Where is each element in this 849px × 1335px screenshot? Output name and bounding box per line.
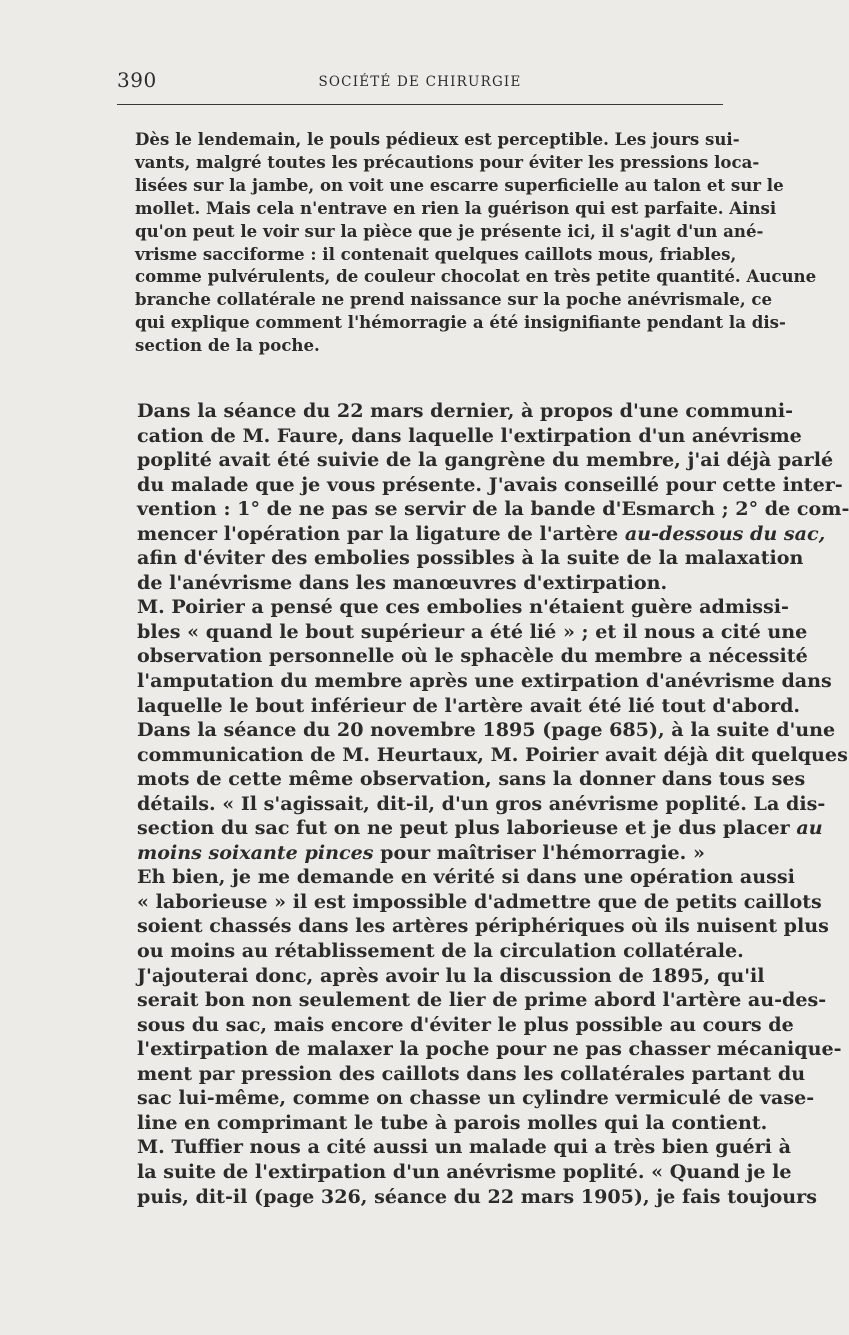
text-line: vrisme sacciforme : il contenait quelques caillots mous, friables, xyxy=(135,243,737,264)
text-line: du malade que je vous présente. J'avais conseillé pour cette inter- xyxy=(137,472,843,496)
text-line: puis, dit-il (page 326, séance du 22 mars 1905), je fais toujours xyxy=(137,1184,817,1208)
text-line: communication de M. Heurtaux, M. Poirier avait déjà dit quelques xyxy=(137,742,848,766)
text-line: ment par pression des caillots dans les collatérales partant du xyxy=(137,1061,806,1085)
text-line: Dans la séance du 22 mars dernier, à propos d'une communi- xyxy=(137,399,794,422)
text-line: de l'anévrisme dans les manœuvres d'extirpation. xyxy=(137,570,668,594)
text-line: la suite de l'extirpation d'un anévrisme poplité. « Quand je le xyxy=(137,1159,792,1183)
text-line: M. Tuffier nous a cité aussi un malade qui a très bien guéri à xyxy=(137,1135,791,1159)
text-line: laquelle le bout inférieur de l'artère avait été lié tout d'abord. xyxy=(137,693,801,717)
text-line xyxy=(117,841,723,866)
running-title: SOCIÉTÉ DE CHIRURGIE xyxy=(318,74,522,90)
text-line: poplité avait été suivie de la gangrène du membre, j'ai déjà parlé xyxy=(137,448,834,472)
text-line: vants, malgré toutes les précautions pour éviter les pressions loca- xyxy=(135,151,760,172)
text-line: lisées sur la jambe, on voit une escarre superficielle au talon et sur le xyxy=(135,174,784,195)
text-line: l'extirpation de malaxer la poche pour ne pas chasser mécanique- xyxy=(137,1037,842,1061)
text-line: observation personnelle où le sphacèle du membre a nécessité xyxy=(137,644,808,668)
paragraph xyxy=(117,399,849,595)
paragraph-case-report xyxy=(117,128,817,357)
text-line: vention : 1° de ne pas se servir de la bande d'Esmarch ; 2° de com- xyxy=(137,497,849,521)
text-line: Dès le lendemain, le pouls pédieux est perceptible. Les jours sui- xyxy=(135,129,740,149)
text-line: l'amputation du membre après une extirpation d'anévrisme dans xyxy=(137,669,832,693)
text-line: qu'on peut le voir sur la pièce que je présente ici, il s'agit d'un ané- xyxy=(135,220,764,241)
text-line: qui explique comment l'hémorragie a été insignifiante pendant la dis- xyxy=(135,312,786,333)
text-line: branche collatérale ne prend naissance sur la poche anévrismale, ce xyxy=(135,289,773,310)
paragraph xyxy=(117,865,829,963)
text-line: Dans la séance du 20 novembre 1895 (page 685), à la suite d'une xyxy=(137,718,836,742)
text-line: cation de M. Faure, dans laquelle l'extirpation d'un anévrisme xyxy=(137,423,802,447)
page-number: 390 xyxy=(117,68,157,92)
text-line: bles « quand le bout supérieur a été lié » ; et il nous a cité une xyxy=(137,619,808,643)
paragraph xyxy=(117,595,848,865)
text-line: ou moins au rétablissement de la circulation collatérale. xyxy=(137,939,744,963)
text-line: serait bon non seulement de lier de prime abord l'artère au-des- xyxy=(137,988,827,1012)
text-line: « laborieuse » il est impossible d'admettre que de petits caillots xyxy=(137,889,822,913)
text-run: section du sac fut on ne peut plus laborieuse et je dus placer xyxy=(137,816,797,840)
text-line: Eh bien, je me demande en vérité si dans une opération aussi xyxy=(137,865,795,889)
discussion-text xyxy=(117,399,849,1209)
text-line: section de la poche. xyxy=(135,335,320,356)
text-line xyxy=(117,521,826,547)
paragraph xyxy=(117,128,817,357)
text-line xyxy=(117,816,823,841)
text-line: afin d'éviter des embolies possibles à la suite de la malaxation xyxy=(137,546,804,570)
italic-text: moins soixante pinces xyxy=(137,840,374,864)
paragraph xyxy=(117,963,842,1136)
italic-text: au xyxy=(796,816,823,840)
text-line: mollet. Mais cela n'entrave en rien la guérison qui est parfaite. Ainsi xyxy=(135,197,777,218)
italic-text: au-dessous du sac, xyxy=(624,521,826,545)
text-line: sous du sac, mais encore d'éviter le plus possible au cours de xyxy=(137,1012,794,1036)
text-run: pour maîtriser l'hémorragie. » xyxy=(373,840,705,864)
text-line: M. Poirier a pensé que ces embolies n'étaient guère admissi- xyxy=(137,595,789,619)
text-line: line en comprimant le tube à parois molles qui la contient. xyxy=(137,1110,768,1134)
text-line: sac lui-même, comme on chasse un cylindre vermiculé de vase- xyxy=(137,1086,815,1110)
text-line: J'ajouterai donc, après avoir lu la discussion de 1895, qu'il xyxy=(137,963,765,987)
text-line: comme pulvérulents, de couleur chocolat en très petite quantité. Aucune xyxy=(135,266,817,287)
text-run: mencer l'opération par la ligature de l'artère xyxy=(137,521,625,545)
text-line: soient chassés dans les artères périphériques où ils nuisent plus xyxy=(137,914,829,938)
header-rule xyxy=(117,104,723,105)
text-line: mots de cette même observation, sans la donner dans tous ses xyxy=(137,767,806,791)
text-line: détails. « Il s'agissait, dit-il, d'un gros anévrisme poplité. La dis- xyxy=(137,791,826,815)
paragraph xyxy=(117,1135,817,1209)
page-header xyxy=(117,68,723,96)
